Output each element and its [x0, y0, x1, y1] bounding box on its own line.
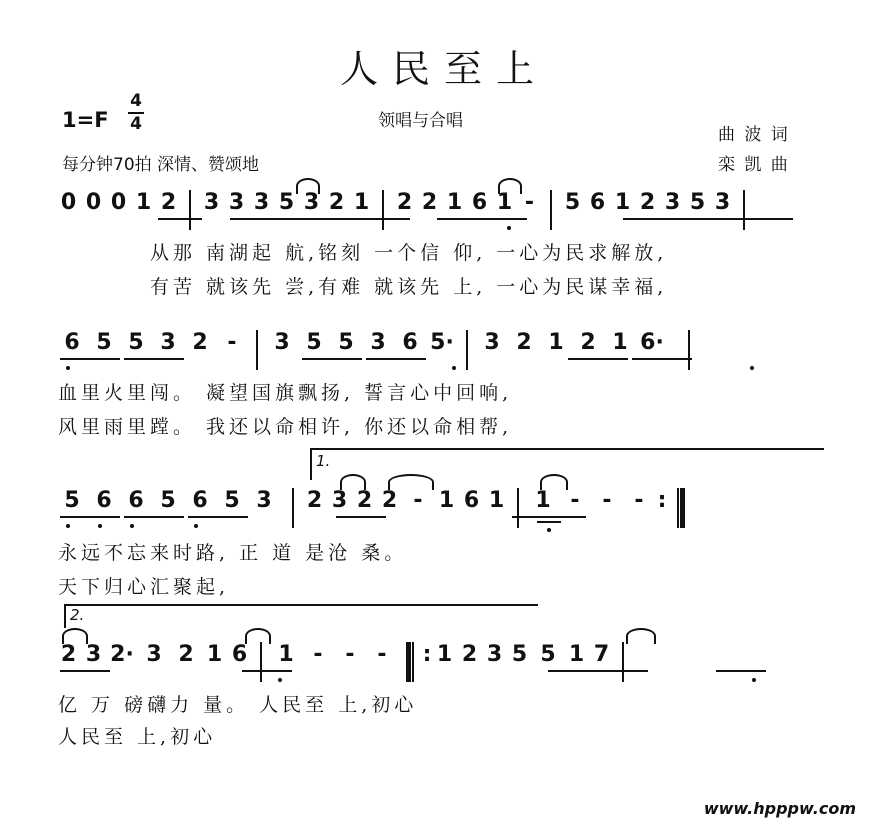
note: - — [602, 488, 612, 513]
underline — [230, 218, 370, 220]
note: 2 — [580, 330, 596, 355]
watermark-url: www.hpppw.com — [703, 799, 856, 818]
note: 1 — [206, 642, 223, 667]
note: 3 — [664, 190, 681, 215]
octave-dot — [750, 366, 754, 370]
barline — [550, 190, 552, 230]
lyricist-credit: 曲 波 词 — [718, 125, 790, 145]
slur — [498, 178, 522, 194]
barline — [292, 488, 294, 528]
underline — [366, 358, 426, 360]
underline — [568, 358, 628, 360]
barline — [189, 190, 191, 230]
note: 1 — [436, 642, 453, 667]
note: 5 — [96, 330, 112, 355]
note: 0 — [85, 190, 102, 215]
note: 3 — [303, 190, 320, 215]
note: 5 — [689, 190, 706, 215]
note: 2 — [421, 190, 438, 215]
note: 7 — [593, 642, 610, 667]
note: 3 — [274, 330, 290, 355]
underline — [158, 218, 202, 220]
repeat-start-barline — [406, 642, 414, 682]
underline — [60, 670, 110, 672]
note: 2 — [356, 488, 373, 513]
underline — [60, 516, 120, 518]
note: 3 — [486, 642, 503, 667]
note: 2 — [381, 488, 398, 513]
performance-style: 领唱与合唱 — [378, 111, 463, 131]
note: 5 — [511, 642, 528, 667]
note: 6 — [64, 330, 80, 355]
score-row-4 — [56, 642, 632, 682]
note: 3 — [228, 190, 245, 215]
note: 2 — [639, 190, 656, 215]
note: 5· — [430, 330, 454, 355]
note: 1 — [446, 190, 463, 215]
octave-dot — [278, 678, 282, 682]
underline — [716, 670, 766, 672]
note: 3 — [85, 642, 102, 667]
note: 2 — [178, 642, 194, 667]
slur — [626, 628, 656, 644]
note: 1 — [548, 330, 564, 355]
note: 6 — [231, 642, 248, 667]
note: 1 — [135, 190, 152, 215]
first-ending-label: 1. — [316, 452, 331, 470]
note: 5 — [128, 330, 144, 355]
underline — [548, 670, 598, 672]
lyric-row3-verse2: 天下归心汇聚起, — [58, 576, 230, 598]
note: 2 — [160, 190, 177, 215]
note: 1 — [278, 642, 294, 667]
note: 1 — [353, 190, 370, 215]
note: 0 — [110, 190, 127, 215]
note: 3 — [146, 642, 162, 667]
note: 2· — [110, 642, 134, 667]
note: - — [570, 488, 580, 513]
underline — [302, 358, 362, 360]
octave-dot — [452, 366, 456, 370]
note: 2 — [306, 488, 323, 513]
note: 2 — [396, 190, 413, 215]
time-signature — [128, 92, 144, 134]
note: 3 — [253, 190, 270, 215]
note: 6 — [471, 190, 488, 215]
first-ending-bracket — [310, 448, 824, 480]
octave-dot — [98, 524, 102, 528]
note: 5 — [540, 642, 556, 667]
barline — [622, 642, 624, 682]
note: 3 — [160, 330, 176, 355]
lyric-row2-verse1: 血里火里闯。 凝望国旗飘扬, 誓言心中回响, — [58, 382, 513, 404]
note: - — [524, 190, 535, 215]
tempo-marking: 每分钟70拍 深情、赞颂地 — [62, 155, 260, 175]
underline — [336, 516, 386, 518]
underline — [632, 358, 692, 360]
note: - — [313, 642, 323, 667]
note: 5 — [338, 330, 354, 355]
barline — [688, 330, 690, 370]
note: 3 — [370, 330, 386, 355]
note: - — [345, 642, 355, 667]
note: - — [377, 642, 387, 667]
note: 6 — [192, 488, 208, 513]
score-row-2 — [56, 330, 698, 370]
note: 3 — [203, 190, 220, 215]
octave-dot — [752, 678, 756, 682]
lyric-row4-verse2: 人民至 上,初心 — [58, 726, 217, 748]
repeat-end-barline — [677, 488, 685, 528]
note: - — [634, 488, 644, 513]
slur — [245, 628, 271, 644]
note: 5 — [278, 190, 295, 215]
octave-dot — [547, 528, 551, 532]
underline — [60, 358, 120, 360]
score-row-3 — [56, 488, 693, 528]
note: 5 — [564, 190, 581, 215]
underline — [124, 516, 184, 518]
time-sig-top: 4 — [130, 91, 142, 111]
note: 3 — [331, 488, 348, 513]
note: 5 — [64, 488, 80, 513]
note: 2 — [516, 330, 532, 355]
underline — [370, 218, 410, 220]
note: 6 — [463, 488, 480, 513]
note: 3 — [256, 488, 272, 513]
barline — [256, 330, 258, 370]
lyric-row1-verse1: 从那 南湖起 航,铭刻 一个信 仰, 一心为民求解放, — [150, 242, 668, 264]
lyric-row1-verse2: 有苦 就该先 尝,有难 就该先 上, 一心为民谋幸福, — [150, 276, 668, 298]
note: - — [413, 488, 423, 513]
underline — [124, 358, 184, 360]
slur — [340, 474, 366, 490]
underline — [623, 218, 793, 220]
note: 6 — [589, 190, 606, 215]
note: 5 — [306, 330, 322, 355]
repeat-dots: : — [422, 642, 432, 667]
second-ending-label: 2. — [70, 606, 85, 624]
second-ending-bracket — [64, 604, 538, 628]
barline — [260, 642, 262, 682]
slur — [62, 628, 88, 644]
note: 5 — [224, 488, 240, 513]
note: 6 — [402, 330, 418, 355]
octave-dot — [130, 524, 134, 528]
note: 3 — [484, 330, 500, 355]
note: 0 — [60, 190, 77, 215]
slur — [540, 474, 568, 490]
octave-dot — [66, 366, 70, 370]
note: 1 — [614, 190, 631, 215]
underline — [512, 516, 586, 518]
time-sig-bottom: 4 — [130, 114, 142, 134]
barline — [466, 330, 468, 370]
note: 6· — [640, 330, 664, 355]
note: 2 — [60, 642, 77, 667]
slur — [296, 178, 320, 194]
underline — [242, 670, 292, 672]
lyric-row2-verse2: 风里雨里蹚。 我还以命相许, 你还以命相帮, — [58, 416, 513, 438]
note: 1 — [612, 330, 628, 355]
note: 3 — [714, 190, 731, 215]
octave-dot — [507, 226, 511, 230]
note: 1 — [438, 488, 455, 513]
note: 1 — [488, 488, 505, 513]
note: 2 — [192, 330, 208, 355]
key-signature: 1=F — [62, 108, 109, 132]
note: 5 — [160, 488, 176, 513]
underline — [188, 516, 248, 518]
repeat-dots: : — [657, 488, 667, 513]
underline — [598, 670, 648, 672]
lyric-row3-verse1: 永远不忘来时路, 正 道 是沧 桑。 — [58, 542, 408, 564]
slur — [388, 474, 434, 490]
barline — [382, 190, 384, 230]
note: 1 — [568, 642, 585, 667]
note: 1 — [496, 190, 513, 215]
note: 6 — [96, 488, 112, 513]
note: 2 — [461, 642, 478, 667]
octave-dot — [66, 524, 70, 528]
song-title: 人民至上 — [339, 47, 548, 91]
note: 1 — [535, 488, 551, 513]
note: 2 — [328, 190, 345, 215]
score-row-1 — [56, 190, 753, 230]
note: - — [227, 330, 237, 355]
barline — [517, 488, 519, 528]
lyric-row4-verse1: 亿 万 磅礴力 量。 人民至 上,初心 — [58, 694, 418, 716]
underline — [437, 218, 527, 220]
barline — [743, 190, 745, 230]
underline — [537, 521, 561, 523]
composer-credit: 栾 凯 曲 — [718, 155, 790, 175]
note: 6 — [128, 488, 144, 513]
octave-dot — [194, 524, 198, 528]
